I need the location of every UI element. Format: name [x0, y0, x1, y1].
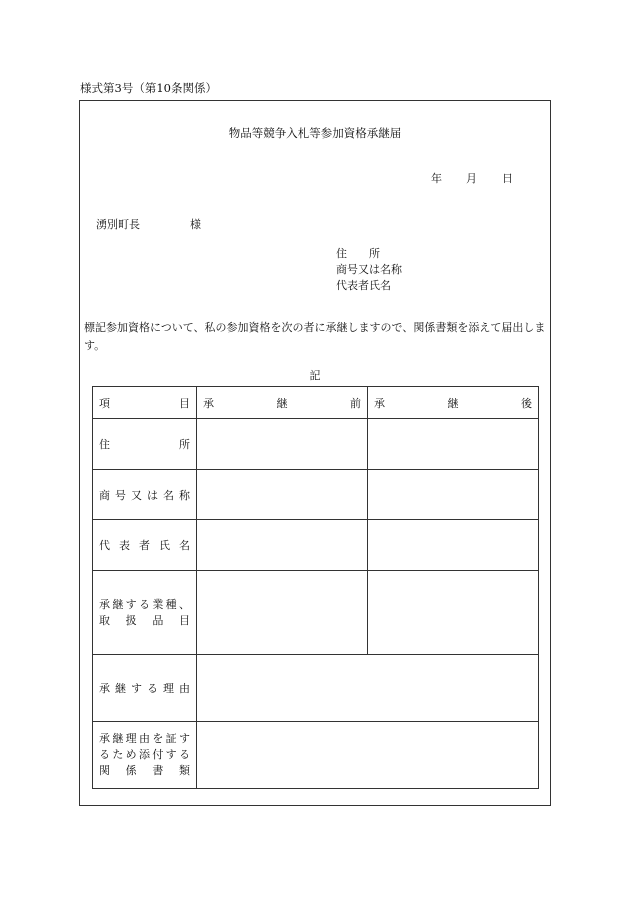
table-row [93, 571, 539, 655]
label-char: 由 [179, 682, 190, 695]
label-char: 継 [112, 597, 124, 611]
label-char: 号 [115, 488, 126, 502]
label-char: 継 [112, 732, 124, 745]
date-year-label: 年 [431, 172, 442, 185]
label-char: す [165, 748, 177, 761]
row-label-text-line1 [99, 731, 190, 747]
label-char: 商 [99, 488, 110, 502]
row-label-text-line3 [99, 763, 190, 779]
row-label-text-line1 [99, 597, 190, 613]
succession-table [92, 386, 539, 789]
label-char: 承 [99, 732, 110, 745]
label-char: 取 [99, 613, 110, 627]
label-char: 理 [125, 732, 137, 745]
label-char: 付 [152, 748, 164, 761]
date-month-label: 月 [466, 172, 477, 185]
ki-heading: 記 [309, 369, 321, 382]
label-char: た [112, 748, 124, 761]
table-row [93, 520, 539, 571]
representative-before-cell[interactable] [197, 520, 368, 571]
label-char: 代 [99, 539, 110, 552]
label-char: 証 [165, 732, 177, 745]
label-char: 由 [138, 732, 150, 745]
label-char: 添 [138, 748, 150, 761]
label-char: る [138, 597, 150, 611]
label-char: 者 [139, 539, 150, 552]
label-char: 扱 [125, 613, 137, 627]
label-char: 品 [152, 613, 164, 627]
label-char: 業 [152, 597, 164, 611]
row-label-text [99, 487, 190, 503]
label-char: 表 [119, 539, 130, 552]
label-char: 承 [374, 396, 385, 410]
label-char: 目 [178, 613, 190, 627]
label-char: る [178, 748, 190, 761]
row-label-reason [93, 655, 197, 722]
label-char: 項 [99, 396, 110, 410]
label-char: め [125, 748, 137, 761]
header-before-cell [197, 387, 368, 419]
row-label-business [93, 571, 197, 655]
form-number-label: 様式第3号（第10条関係） [80, 81, 217, 95]
label-char: 名 [179, 539, 190, 552]
applicant-name-label: 商号又は名称 [336, 263, 402, 276]
label-char: 理 [163, 682, 174, 695]
label-char: 名 [163, 488, 174, 502]
label-char: 後 [521, 396, 532, 410]
label-char: 所 [179, 438, 190, 451]
statement-text: 標記参加資格について、私の参加資格を次の者に承継しますので、関係書類を添えて届出します。 [84, 321, 546, 352]
label-char: 係 [125, 764, 137, 777]
row-label-name [93, 470, 197, 520]
label-char: 目 [179, 396, 190, 410]
label-char: を [152, 732, 164, 745]
row-label-representative [93, 520, 197, 571]
table-header-row [93, 387, 539, 419]
header-after-cell [368, 387, 539, 419]
label-char: 又 [131, 488, 142, 502]
representative-after-cell[interactable] [368, 520, 539, 571]
business-after-cell[interactable] [368, 571, 539, 655]
row-label-text-line2 [99, 747, 190, 763]
label-char: は [147, 488, 158, 502]
header-after-label [374, 395, 532, 411]
label-char: す [125, 597, 137, 611]
name-before-cell[interactable] [197, 470, 368, 520]
label-char: る [147, 682, 158, 695]
label-char: 継 [115, 682, 126, 695]
label-char: 関 [99, 764, 110, 777]
business-before-cell[interactable] [197, 571, 368, 655]
label-char: 前 [350, 396, 361, 410]
header-before-label [203, 395, 361, 411]
label-char: 種 [165, 597, 177, 611]
label-char: 継 [276, 396, 288, 410]
row-label-text [99, 537, 190, 553]
table-row [93, 470, 539, 520]
label-char: 継 [447, 396, 459, 410]
label-char: 称 [179, 488, 190, 502]
label-char: す [178, 732, 190, 745]
row-label-documents [93, 722, 197, 789]
label-char: 承 [99, 682, 110, 695]
applicant-representative-label: 代表者氏名 [336, 279, 391, 292]
table-row [93, 655, 539, 722]
addressee-honorific: 様 [190, 218, 201, 231]
document-title: 物品等競争入札等参加資格承継届 [228, 126, 402, 140]
address-after-cell[interactable] [368, 419, 539, 470]
label-char: る [99, 748, 110, 761]
label-char: 氏 [159, 539, 170, 552]
reason-cell[interactable] [197, 655, 539, 722]
table-row [93, 722, 539, 789]
label-char: 類 [178, 764, 190, 777]
header-item-cell [93, 387, 197, 419]
row-label-text-line2 [99, 613, 190, 629]
name-after-cell[interactable] [368, 470, 539, 520]
label-char: 承 [99, 597, 110, 611]
label-char: 書 [152, 764, 164, 777]
row-label-address [93, 419, 197, 470]
addressee-name: 湧別町長 [96, 218, 140, 231]
table-row [93, 419, 539, 470]
label-char: 住 [99, 438, 110, 451]
label-char: 、 [178, 597, 190, 611]
header-item-label [99, 395, 190, 411]
label-char: 承 [203, 396, 214, 410]
date-day-label: 日 [502, 172, 513, 185]
row-label-text [99, 436, 190, 452]
label-char: す [131, 682, 142, 695]
applicant-address-label: 住 所 [336, 247, 380, 260]
documents-cell[interactable] [197, 722, 539, 789]
address-before-cell[interactable] [197, 419, 368, 470]
row-label-text [99, 680, 190, 696]
